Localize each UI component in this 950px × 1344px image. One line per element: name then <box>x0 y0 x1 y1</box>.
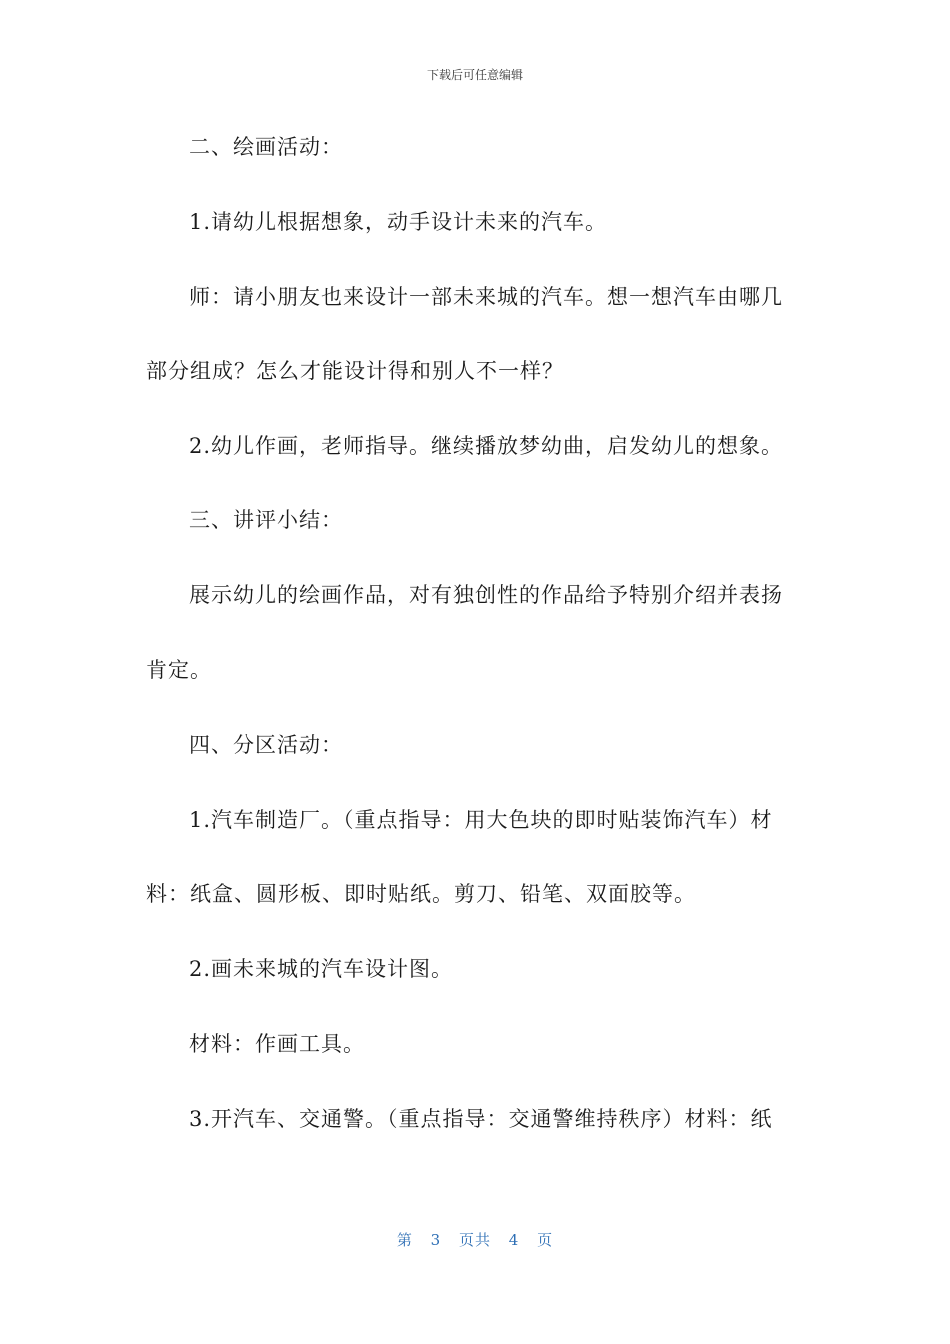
paragraph-line: 1.请幼儿根据想象，动手设计未来的汽车。 <box>189 210 608 234</box>
paragraph-line: 2.画未来城的汽车设计图。 <box>189 957 454 981</box>
footer-suffix: 页 <box>537 1231 554 1249</box>
paragraph-line: 3.开汽车、交通警。（重点指导：交通警维持秩序）材料：纸 <box>189 1107 773 1131</box>
footer-middle: 页共 <box>458 1231 491 1249</box>
section-heading-zones: 四、分区活动： <box>189 733 343 757</box>
paragraph-line: 料：纸盒、圆形板、即时贴纸。剪刀、铅笔、双面胶等。 <box>146 882 696 906</box>
section-heading-drawing: 二、绘画活动： <box>189 135 343 159</box>
paragraph-line: 师：请小朋友也来设计一部未来城的汽车。想一想汽车由哪几 <box>189 285 783 309</box>
current-page-number: 3 <box>430 1231 442 1249</box>
total-pages-number: 4 <box>508 1231 520 1249</box>
paragraph-line: 2.幼儿作画，老师指导。继续播放梦幼曲，启发幼儿的想象。 <box>189 434 784 458</box>
paragraph-line: 肯定。 <box>146 658 212 682</box>
paragraph-line: 材料：作画工具。 <box>189 1032 365 1056</box>
page-footer <box>0 1229 950 1250</box>
paragraph-line: 1.汽车制造厂。（重点指导：用大色块的即时贴装饰汽车）材 <box>189 808 773 832</box>
page-header: 下载后可任意编辑 <box>426 68 523 82</box>
section-heading-review: 三、讲评小结： <box>189 508 343 532</box>
paragraph-line: 部分组成？怎么才能设计得和别人不一样？ <box>146 359 564 383</box>
footer-prefix: 第 <box>396 1231 413 1249</box>
paragraph-line: 展示幼儿的绘画作品，对有独创性的作品给予特别介绍并表扬 <box>189 583 783 607</box>
